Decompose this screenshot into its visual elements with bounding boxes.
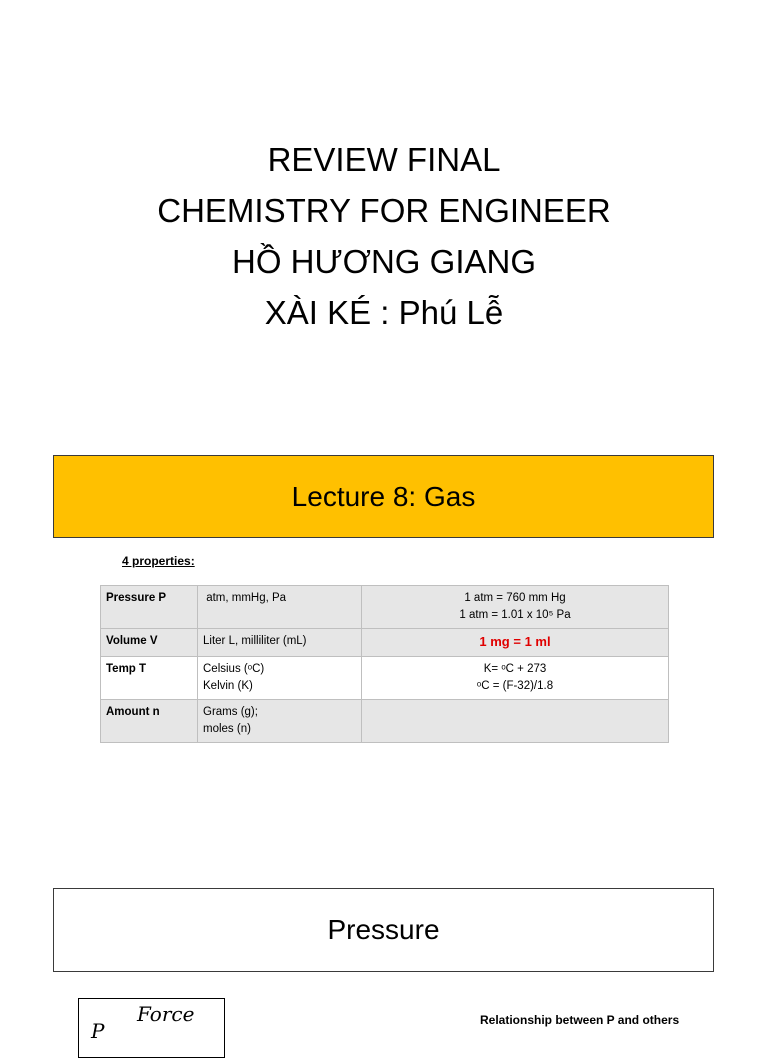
property-name: Volume V (101, 629, 198, 657)
property-notes (362, 700, 669, 743)
title-line: CHEMISTRY FOR ENGINEER (157, 192, 611, 229)
title-block (0, 134, 768, 338)
title-line: XÀI KÉ : Phú Lễ (264, 294, 504, 331)
table-row (101, 629, 669, 657)
property-notes: 1 atm = 760 mm Hg 1 atm = 1.01 x 10⁵ Pa (362, 586, 669, 629)
property-name: Temp T (101, 657, 198, 700)
relationship-text: Relationship between P and others (480, 1013, 680, 1027)
title-line: REVIEW FINAL (267, 141, 501, 178)
property-notes (362, 629, 669, 657)
properties-table (100, 585, 669, 743)
pressure-heading: Pressure (327, 914, 440, 945)
property-units: Liter L, milliliter (mL) (198, 629, 362, 657)
lecture-title: Lecture 8: Gas (291, 480, 476, 512)
table-row (101, 657, 669, 700)
lecture-banner (53, 455, 714, 538)
property-units: atm, mmHg, Pa (198, 586, 362, 629)
formula-numerator: Force (137, 1002, 195, 1026)
pressure-section-header (53, 888, 714, 972)
property-units: Celsius (ᵒC) Kelvin (K) (198, 657, 362, 700)
table-row (101, 700, 669, 743)
property-name: Pressure P (101, 586, 198, 629)
table-row (101, 586, 669, 629)
properties-label: 4 properties: (122, 554, 195, 568)
title-line: HỒ HƯƠNG GIANG (232, 243, 536, 280)
pressure-formula (78, 998, 225, 1058)
property-notes: K= ᵒC + 273 ᵒC = (F-32)/1.8 (362, 657, 669, 700)
property-name: Amount n (101, 700, 198, 743)
formula-lhs: P (91, 1019, 105, 1043)
highlight-note: 1 mg = 1 ml (479, 634, 551, 649)
property-units: Grams (g); moles (n) (198, 700, 362, 743)
